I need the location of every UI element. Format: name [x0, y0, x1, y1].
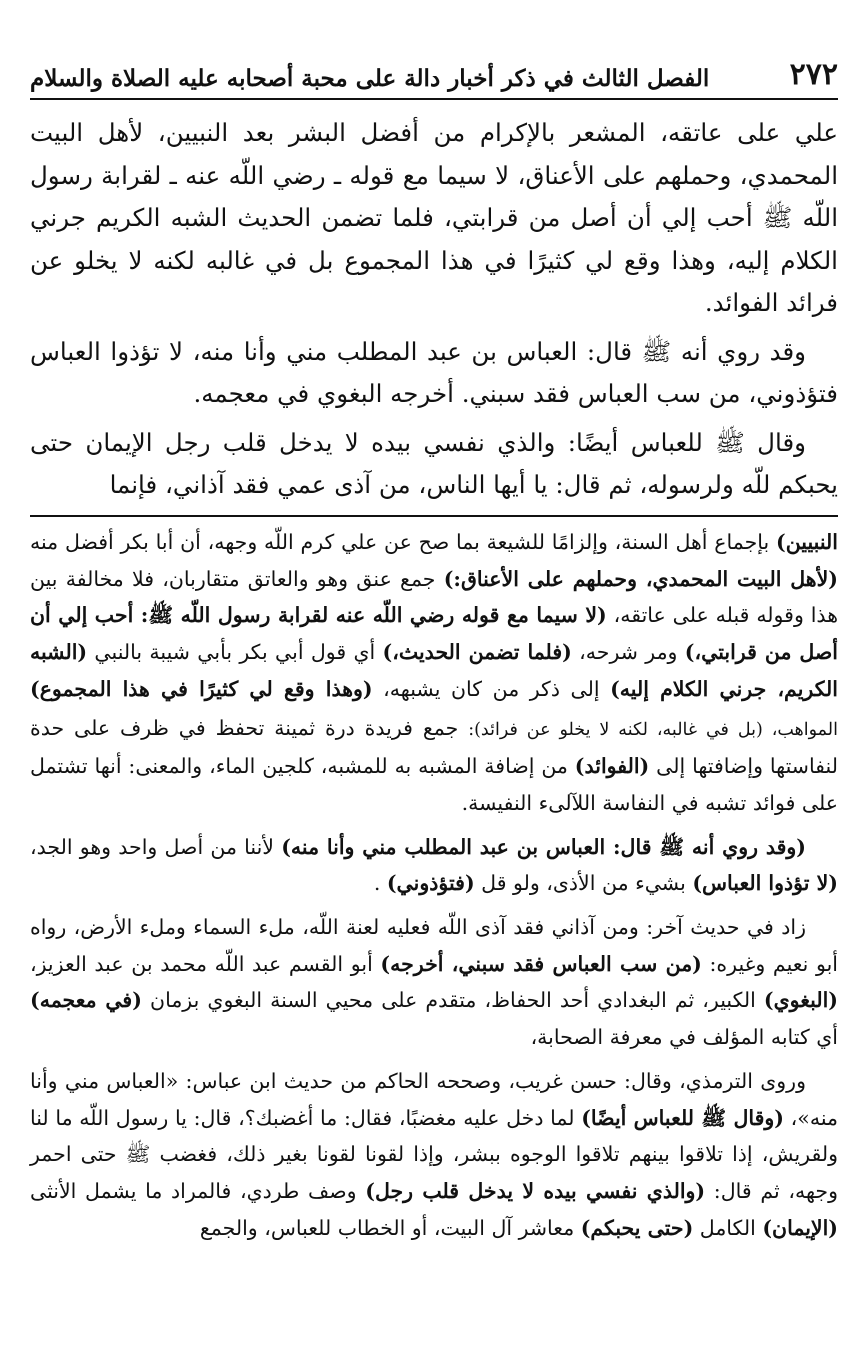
commentary-text: أبو القسم عبد اللّه محمد بن عبد العزيز،: [30, 951, 381, 976]
quoted-text: (الشبه الكريم، جرني الكلام إليه): [30, 640, 838, 701]
commentary-text: جمع عنق وهو والعاتق متقاربان، فلا مخالفة بين هذا وقوله قبله على عاتقه،: [30, 566, 839, 628]
commentary-text: إلى ذكر من كان يشبهه،: [372, 676, 611, 701]
commentary-text: أي كتابه المؤلف في معرفة الصحابة،: [530, 1025, 838, 1050]
commentary-text: بشيء من الأذى، ولو قل: [474, 871, 693, 896]
quoted-text: النبيين): [776, 530, 838, 554]
commentary-text: الكبير، ثم البغدادي أحد الحفاظ، متقدم على محيي السنة البغوي بزمان: [141, 988, 764, 1013]
quoted-text: (لا تؤذوا العباس): [692, 871, 838, 896]
main-paragraph: علي على عاتقه، المشعر بالإكرام من أفضل البشر بعد النبيين، لأهل البيت المحمدي، وحملهم على الأعناق، لا سيما مع قوله ـ رضي اللّه عنه ـ لقرابة رسول اللّه ﷺ أحب إلي أن أصل من قرابتي، فلما تضمن الحديث الشبه الكريم جرني الكلام إليه، وهذا وقع لي كثيرًا في هذا المجموع بل في غالبه لكنه لا يخلو عن فرائد الفوائد.: [30, 118, 838, 317]
commentary-text: لما دخل عليه مغضبًا، فقال: ما أغضبك؟، قال: يا رسول اللّه ما لنا ولقريش، إذا تلاقوا بينهم تلاقوا الوجوه ببشر، وإذا لقونا لقونا بغير ذلك، فغضب ﷺ حتى احمر وجهه، ثم قال:: [30, 1105, 838, 1203]
quoted-text: (لا سيما مع قوله رضي اللّه عنه لقرابة رسول اللّه ﷺ: أحب إلي أن أصل من قرابتي،): [30, 603, 839, 665]
quoted-text: (من سب العباس فقد سبني، أخرجه): [380, 951, 702, 976]
quoted-text: (الفوائد): [574, 754, 650, 779]
quoted-text: (الإيمان): [762, 1215, 838, 1240]
commentary-paragraph: [30, 1063, 838, 1247]
commentary-text: من إضافة المشبه به للمشبه، كلجين الماء، والمعنى: أنها تشتمل على فوائد تشبه في النفاسة اللآلىء النفيسة.: [30, 754, 838, 815]
page-number: ٢٧٢: [789, 57, 838, 92]
main-paragraph: وقال ﷺ للعباس أيضًا: والذي نفسي بيده لا يدخل قلب رجل الإيمان حتى يحبكم للّه ولرسوله، ثم قال: يا أيها الناس، من آذى عمي فقد آذاني، فإنما: [30, 427, 838, 499]
footnote-separator: [30, 515, 838, 517]
commentary-paragraph: [30, 829, 838, 902]
commentary-text: أي قول أبي بكر بأبي شيبة بالنبي: [87, 640, 383, 665]
commentary-text: الكامل: [693, 1215, 763, 1240]
quoted-text: (البغوي): [763, 988, 838, 1013]
commentary: [30, 524, 838, 1253]
quoted-text: (لأهل البيت المحمدي، وحملهم على الأعناق:): [443, 566, 838, 591]
quoted-text: (بل في غالبه، لكنه لا يخلو عن فرائد):: [468, 719, 763, 740]
commentary-text: لأننا من أصل واحد وهو الجد،: [30, 834, 282, 859]
running-head: الفصل الثالث في ذكر أخبار دالة على محبة أصحابه عليه الصلاة والسلام: [30, 65, 710, 92]
quoted-text: (وقد روي أنه ﷺ قال: العباس بن عبد المطلب مني وأنا منه): [281, 834, 806, 859]
commentary-text: .: [373, 871, 387, 896]
commentary-text: بإجماع أهل السنة، وإلزامًا للشيعة بما صح عن علي كرم اللّه وجهه، أن أبا بكر أفضل منه: [30, 530, 776, 554]
commentary-text: ومر شرحه،: [571, 640, 685, 665]
quoted-text: (حتى يحبكم): [580, 1215, 694, 1240]
quoted-text: (والذي نفسي بيده لا يدخل قلب رجل): [365, 1178, 706, 1203]
commentary-text: وصف طردي، فالمراد ما يشمل الأنثى: [30, 1178, 366, 1203]
commentary-text: زاد في حديث آخر: ومن آذاني فقد آذى اللّه فعليه لعنة اللّه، ملء السماء وملء الأرض، رواه أبو نعيم وغيره:: [30, 915, 838, 976]
commentary-paragraph: [30, 909, 838, 1056]
quoted-text: (وقال ﷺ للعباس أيضًا): [581, 1105, 784, 1130]
quoted-text: (فتؤذوني): [386, 871, 475, 896]
quoted-text: (وهذا وقع لي كثيرًا في هذا المجموع): [30, 676, 373, 701]
commentary-text: جمع فريدة درة ثمينة تحفظ في ظرف على حدة لنفاستها وإضافتها إلى: [30, 715, 838, 779]
book-page: [30, 0, 838, 1359]
commentary-text: وروى الترمذي، وقال: حسن غريب، وصححه الحاكم من حديث ابن عباس: «العباس مني وأنا منه»،: [30, 1068, 838, 1130]
commentary-paragraph: [30, 524, 838, 822]
quoted-text: (في معجمه): [30, 988, 142, 1013]
quoted-text: (فلما تضمن الحديث،): [382, 640, 572, 665]
main-paragraph: وقد روي أنه ﷺ قال: العباس بن عبد المطلب مني وأنا منه، لا تؤذوا العباس فتؤذوني، من سب العباس فقد سبني. أخرجه البغوي في معجمه.: [30, 336, 838, 408]
page-header: [30, 48, 838, 100]
main-text: [30, 112, 838, 513]
commentary-text: معاشر آل البيت، أو الخطاب للعباس، والجمع: [199, 1215, 581, 1240]
commentary-text: المواهب،: [762, 719, 838, 740]
